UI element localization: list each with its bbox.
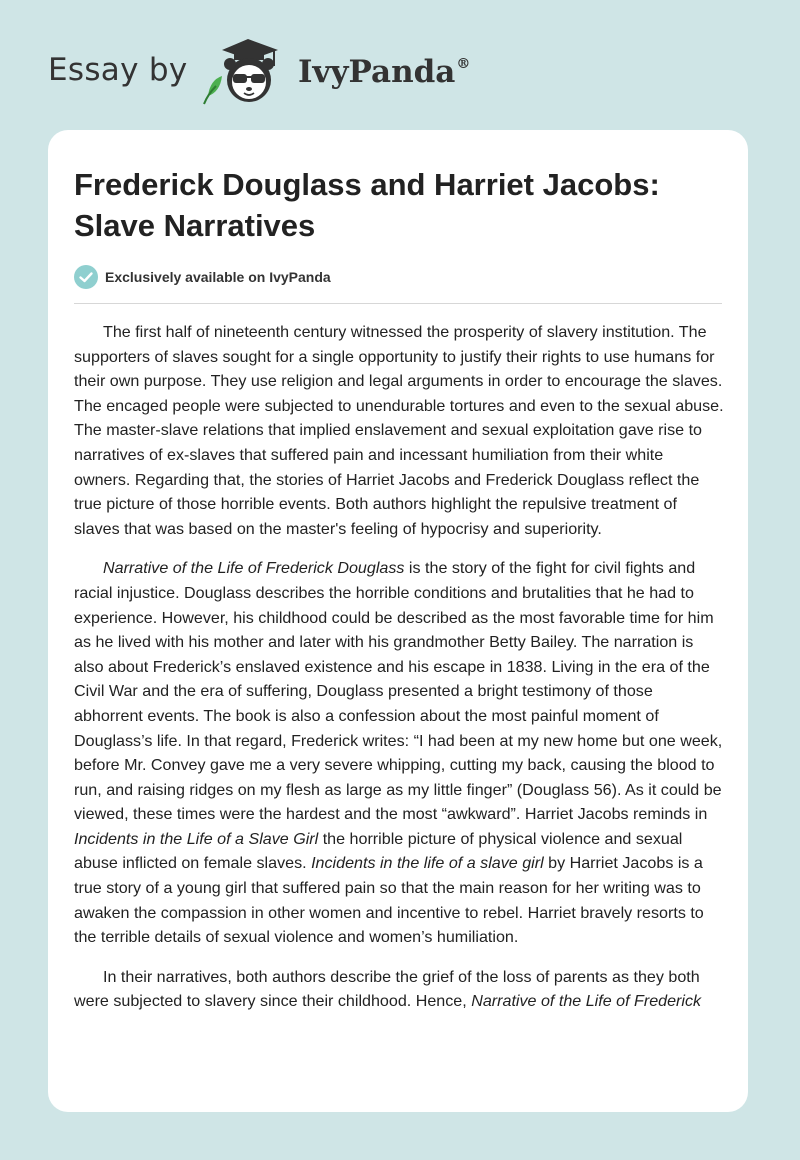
brand-name[interactable]: IvyPanda®: [298, 54, 471, 90]
exclusive-badge-text: Exclusively available on IvyPanda: [105, 269, 331, 285]
panda-graduate-icon[interactable]: [200, 36, 292, 108]
page-title: Frederick Douglass and Harriet Jacobs: Slave Narratives: [74, 167, 660, 243]
essay-body: [74, 320, 724, 1029]
essay-card: [48, 130, 748, 1112]
essay-by-label: Essay by: [48, 52, 188, 88]
site-header: [0, 0, 800, 130]
book-title: Narrative of the Life of Frederick: [471, 992, 702, 1011]
book-title: Incidents in the life of a slave girl: [311, 854, 544, 873]
trademark-mark: ®: [456, 56, 471, 72]
divider: [74, 303, 722, 304]
exclusive-badge: [74, 264, 331, 290]
check-circle-icon: [74, 265, 98, 289]
paragraph-2: Narrative of the Life of Frederick Douglass is the story of the fight for civil fights and racial injustice. Douglass describes the horrible conditions and brutalities that he had to experience. However, his childhood could be described as the most favorable time for him as he lived with his mother and later with his grandmother Betty Bailey. The narration is also about Frederick’s enslaved existence and his escape in 1838. Living in the era of the Civil War and the era of suffering, Douglass presented a bright testimony of those abhorrent events. The book is also a confession about the most painful moment of Douglass’s life. In that regard, Frederick writes: “I had been at my new home but one week, before Mr. Convey gave me a very severe whipping, cutting my back, causing the blood to run, and raising ridges on my flesh as large as my little finger” (Douglass 56). As it could be viewed, these times were the hardest and the most “awkward”. Harriet Jacobs reminds in Incidents in the Life of a Slave Girl the horrible picture of physical violence and sexual abuse inflicted on female slaves. Incidents in the life of a slave girl by Harriet Jacobs is a true story of a young girl that suffered pain so that the main reason for her writing was to awaken the compassion in other women and incentive to rebel. Harriet bravely resorts to the terrible details of sexual violence and women’s humiliation.: [74, 559, 723, 947]
paragraph-3: In their narratives, both authors describe the grief of the loss of parents as they both were subjected to slavery since their childhood. Hence, Narrative of the Life of Frederick: [74, 967, 702, 1011]
book-title: Incidents in the Life of a Slave Girl: [74, 829, 319, 848]
paragraph-1: The first half of nineteenth century witnessed the prosperity of slavery institution. The supporters of slaves sought for a single opportunity to justify their rights to use humans for their own purpose. They use religion and legal arguments in order to encourage the slaves. The encaged people were subjected to unendurable tortures and even to the sexual abuse. The master-slave relations that implied enslavement and sexual exploitation gave rise to narratives of ex-slaves that suffered pain and incessant humiliation from their white owners. Regarding that, the stories of Harriet Jacobs and Frederick Douglass reflect the true picture of those horrible events. Both authors highlight the repulsive treatment of slaves that was based on the master's feeling of hypocrisy and superiority.: [74, 323, 724, 538]
book-title: Narrative of the Life of Frederick Douglass: [103, 559, 405, 578]
